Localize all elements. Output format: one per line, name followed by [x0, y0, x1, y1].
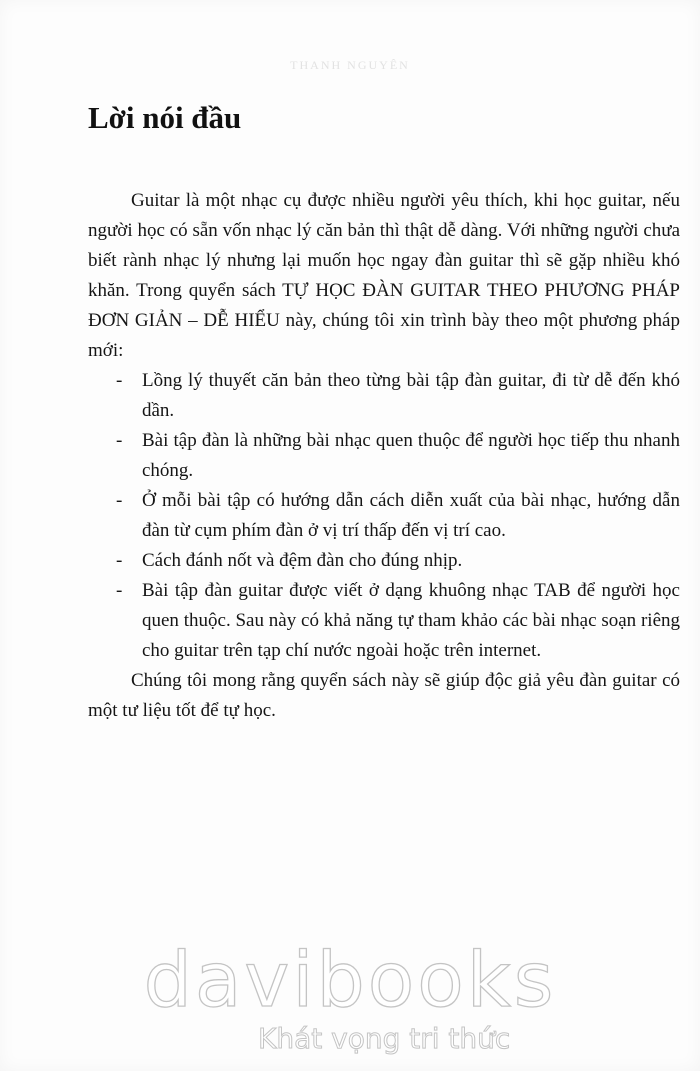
bullet-dash: -	[116, 430, 123, 451]
list-item	[88, 486, 680, 546]
bullet-dash: -	[116, 370, 123, 391]
list-item-text: Bài tập đàn là những bài nhạc quen thuộc để người học tiếp thu nhanh chóng.	[142, 430, 680, 481]
watermark-tagline: Khát vọng tri thức	[258, 1022, 511, 1055]
list-item-text: Lồng lý thuyết căn bản theo từng bài tập đàn guitar, đi từ dễ đến khó dần.	[142, 370, 680, 421]
list-item	[88, 546, 680, 576]
faded-running-header: THANH NGUYÊN	[290, 58, 410, 72]
intro-paragraph: Guitar là một nhạc cụ được nhiều người yêu thích, khi học guitar, nếu người học có sẵn vốn nhạc lý căn bản thì thật dễ dàng. Với những người chưa biết rành nhạc lý nhưng lại muốn học ngay đàn guitar thì sẽ gặp nhiều khó khăn. Trong quyển sách TỰ HỌC ĐÀN GUITAR THEO PHƯƠNG PHÁP ĐƠN GIẢN – DỄ HIỂU này, chúng tôi xin trình bày theo một phương pháp mới:	[88, 190, 680, 361]
list-item-text: Bài tập đàn guitar được viết ở dạng khuông nhạc TAB để người học quen thuộc. Sau này có khả năng tự tham khảo các bài nhạc soạn riêng cho guitar trên tạp chí nước ngoài hoặc trên internet.	[142, 580, 680, 661]
list-item-text: Ở mỗi bài tập có hướng dẫn cách diễn xuất của bài nhạc, hướng dẫn đàn từ cụm phím đàn ở vị trí thấp đến vị trí cao.	[142, 490, 680, 541]
method-list	[88, 366, 680, 666]
list-item	[88, 426, 680, 486]
list-item	[88, 366, 680, 426]
brand-watermark: davibooks	[143, 935, 557, 1024]
list-item-text: Cách đánh nốt và đệm đàn cho đúng nhịp.	[142, 550, 463, 571]
preface-body	[88, 186, 680, 726]
bullet-dash: -	[116, 550, 123, 571]
page-title: Lời nói đầu	[88, 100, 242, 135]
list-item	[88, 576, 680, 666]
closing-paragraph: Chúng tôi mong rằng quyển sách này sẽ giúp độc giả yêu đàn guitar có một tư liệu tốt để tự học.	[88, 670, 680, 721]
bullet-dash: -	[116, 580, 123, 601]
bullet-dash: -	[116, 490, 123, 511]
